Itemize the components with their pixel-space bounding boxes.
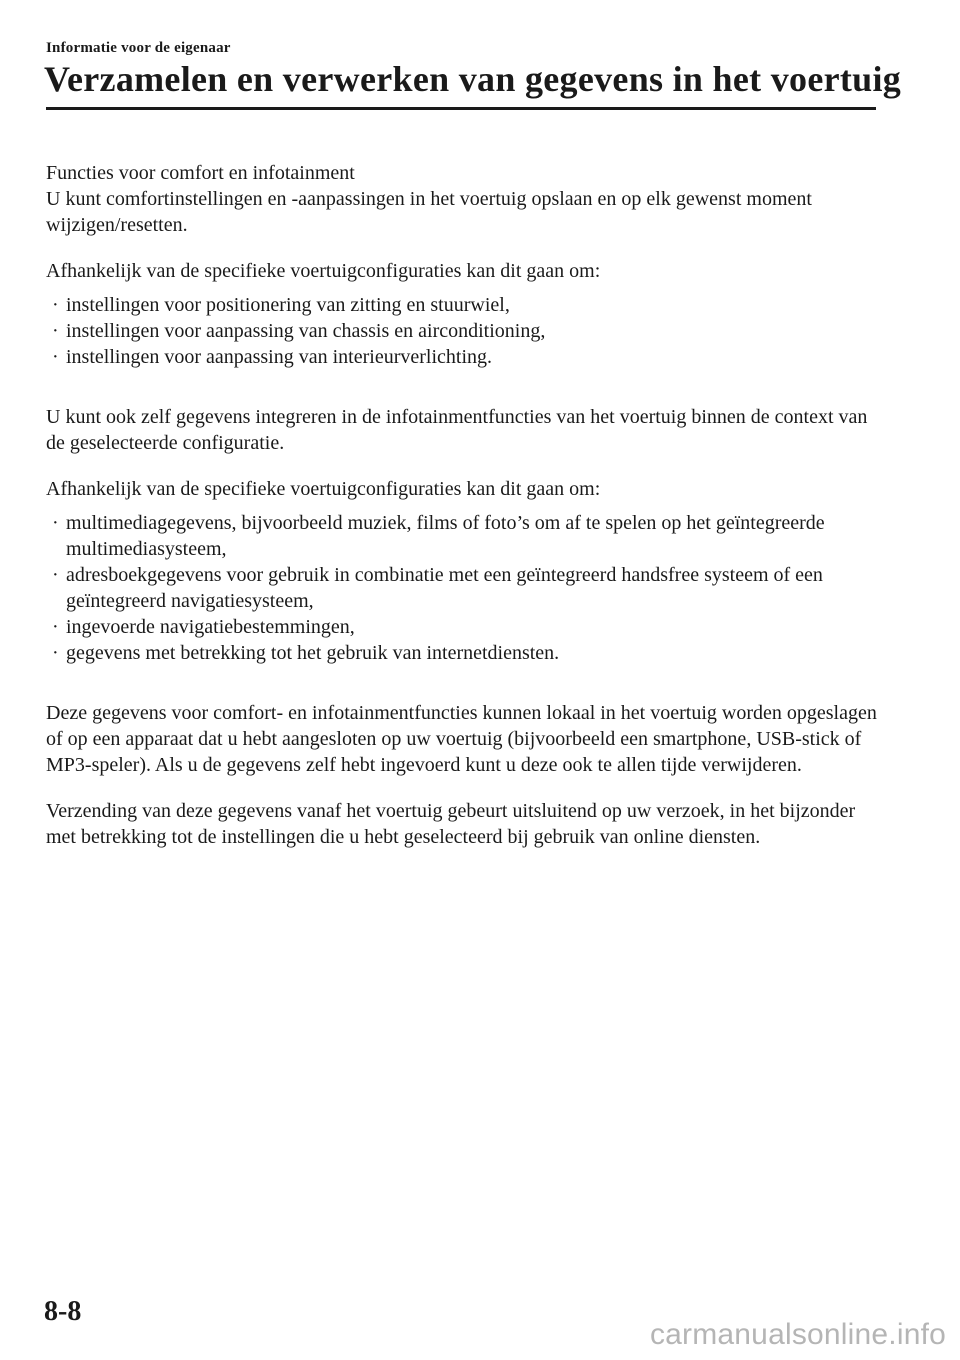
paragraph-transmission: Verzending van deze gegevens vanaf het voertuig gebeurt uitsluitend op uw verzoek, in het bijzonder met betrekking tot de instellingen die u hebt geselecteerd bij gebruik van online diensten. (46, 800, 856, 848)
watermark-link[interactable]: carmanualsonline.info (649, 1318, 946, 1351)
list-item-text: adresboekgegevens voor gebruik in combinatie met een geïntegreerd handsfree systeem of een geïntegreerd navigatiesysteem, (66, 564, 823, 612)
list-item-text: instellingen voor aanpassing van chassis en airconditioning, (66, 320, 546, 342)
spacer (46, 666, 886, 700)
bullet-icon: · (52, 294, 59, 316)
list-item (46, 292, 886, 318)
page-number: 8-8 (44, 1296, 82, 1327)
data-types-list (46, 510, 886, 666)
spacer (46, 370, 886, 404)
list-item-text: instellingen voor aanpassing van interieurverlichting. (66, 346, 492, 368)
paragraph-storage: Deze gegevens voor comfort- en infotainmentfuncties kunnen lokaal in het voertuig worden opgeslagen of op een apparaat dat u hebt aangesloten op uw voertuig (bijvoorbeeld een smartphone, USB-stick of MP3-speler). Als u de gegevens zelf hebt ingevoerd kunt u deze ook te allen tijde verwijderen. (46, 702, 877, 776)
spacer (46, 456, 886, 476)
list-item-text: multimediagegevens, bijvoorbeeld muziek, films of foto’s om af te spelen op het geïntegreerde multimediasysteem, (66, 512, 825, 560)
paragraph-configurations-2: Afhankelijk van de specifieke voertuigconfiguraties kan dit gaan om: (46, 478, 601, 500)
bullet-icon: · (52, 642, 59, 664)
list-item-text: ingevoerde navigatiebestemmingen, (66, 616, 355, 638)
list-item (46, 318, 886, 344)
bullet-icon: · (52, 616, 59, 638)
paragraph-configurations-1: Afhankelijk van de specifieke voertuigconfiguraties kan dit gaan om: (46, 260, 601, 282)
bullet-icon: · (52, 564, 59, 586)
spacer (46, 238, 886, 258)
bullet-icon: · (52, 512, 59, 534)
title-rule (46, 107, 876, 110)
page-title: Verzamelen en verwerken van gegevens in het voertuig (44, 59, 902, 99)
list-item (46, 562, 886, 614)
list-item (46, 510, 886, 562)
list-item (46, 344, 886, 370)
list-item-text: instellingen voor positionering van zitting en stuurwiel, (66, 294, 510, 316)
bullet-icon: · (52, 346, 59, 368)
spacer (46, 778, 886, 798)
list-item-text: gegevens met betrekking tot het gebruik van internetdiensten. (66, 642, 560, 664)
paragraph-comfort-heading: Functies voor comfort en infotainment (46, 162, 355, 184)
paragraph-integrate-data: U kunt ook zelf gegevens integreren in de infotainmentfuncties van het voertuig binnen de context van de geselecteerde configuratie. (46, 406, 868, 454)
list-item (46, 640, 886, 666)
section-label: Informatie voor de eigenaar (46, 40, 231, 56)
list-item (46, 614, 886, 640)
paragraph-comfort-intro: U kunt comfortinstellingen en -aanpassingen in het voertuig opslaan en op elk gewenst moment wijzigen/resetten. (46, 188, 812, 236)
settings-list (46, 292, 886, 370)
content (46, 160, 886, 850)
bullet-icon: · (52, 320, 59, 342)
